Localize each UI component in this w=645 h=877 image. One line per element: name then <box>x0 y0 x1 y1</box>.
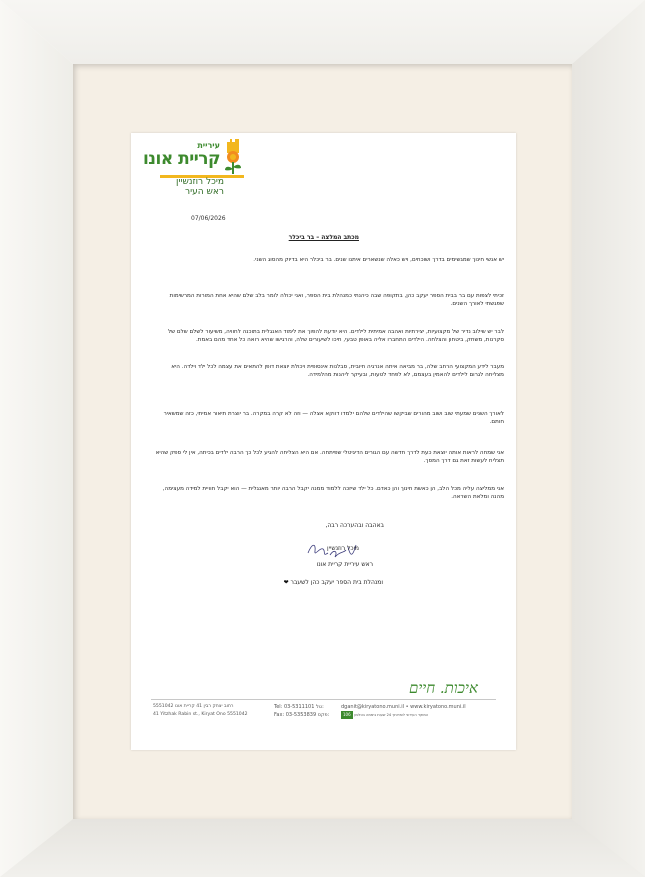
footer-contact-web <box>341 703 466 719</box>
frame-left-edge <box>0 0 73 877</box>
signer-title: ראש עיריית קריית אונו <box>316 561 373 568</box>
frame-top-edge <box>0 0 645 64</box>
frame-right-edge <box>572 0 645 877</box>
letter-paragraph: אני ממליצה עליה מכל הלב, הן כאשת חינוך והן כאדם. כל ילד שיזכה ללמוד ממנה יקבל הרבה יותר מאנגלית — הוא יקבל חוויית למידה מעצימה, מהנה ומלאת השראה. <box>162 486 504 501</box>
footer-fax-label: פקס: <box>317 712 330 718</box>
footer-address <box>153 703 248 719</box>
footer-fax-line <box>274 711 329 719</box>
footer-divider <box>151 699 496 700</box>
footer-fax: Fax: 03-5353839 <box>274 712 317 718</box>
letterhead-mayor-title: ראש העיר <box>185 187 224 197</box>
footer-address-en: 41 Yitzhak Rabin st., Kiryat Ono 5551042 <box>153 712 248 717</box>
frame-bottom-edge <box>0 819 645 877</box>
footer-hotline-line <box>341 711 466 719</box>
footer-website[interactable]: www.kiryatono.muni.il <box>410 704 466 710</box>
footer-slogan: איכות. חיים <box>409 679 478 697</box>
signer-note-text: ומנהלת בית הספר יעקב כהן לשעבר <box>290 579 383 586</box>
letter-paragraph: יש אנשי חינוך שמגשימים בדרך ושוכחים, ויש כאלה שנשארים איתנו שנים. בר ביכלר היא בדיוק מהסוג השני. <box>253 257 504 263</box>
letter-footer <box>131 679 516 729</box>
footer-phones <box>274 703 329 719</box>
footer-tel-label: טל: <box>315 704 324 710</box>
footer-address-he: רחוב יצחק רבין 41 קריית אונו 5551042 <box>153 704 234 709</box>
letter-subject: מכתב המלצה – בר ביכלר <box>288 234 359 241</box>
footer-recognition: המוקד העירוני לשירותך 24 שעות ביממה בטלפון <box>354 713 429 717</box>
signer-note <box>284 579 383 586</box>
signer-name: מיכל רוזנשיין <box>327 545 359 552</box>
footer-email-line: dganit@kiryatono.muni.il • www.kiryatono.muni.il <box>341 704 466 710</box>
hotline-badge: 106 <box>343 712 351 717</box>
letter-date: 07/06/2026 <box>191 215 226 222</box>
logo-small-title: עיריית <box>197 141 220 150</box>
footer-tel-line <box>274 703 329 711</box>
logo-main-title: קריית אונו <box>142 149 220 169</box>
letter-paragraph: לאורך השנים שמעתי שוב ושוב מהורים שביקשו שהילדים שלהם ילמדו דווקא אצלה — וזה לא קרה במקרה. בר יוצרת תיאור אמיתי, כזה שמשאיר חותם. <box>163 411 504 426</box>
letter-paragraph: זכיתי לצפות עם בר בבית הספר יעקב כהן, בתקופה שבה כיהנתי כמנהלת בית הספר, ואני יכולה לומר בלב שלם שהיא אחת המורות המרשימות שפגשתי לאורך השנים. <box>169 293 504 308</box>
letter-paragraph: אני שמחה לראות אותה יוצאת כעת לדרך חדשה עם הגורים הדיגיטלי שפיתחה. אם היא הצליחה להגיע לכל כך הרבה ילדים בכיתה, אין לי ספק שהיא תצליח לעשות זאת גם דרך המסך. <box>155 450 504 465</box>
letter-page <box>131 133 516 750</box>
footer-tel: Tel: 03-5311101 <box>274 704 315 710</box>
letterhead-mayor-name: מיכל רוזנשיין <box>176 177 224 187</box>
letter-closing: באהבה ובהערכה רבה, <box>325 522 384 529</box>
footer-email[interactable]: dganit@kiryatono.muni.il <box>341 704 405 710</box>
letter-paragraph: מעבר לידע המקצועי הרחב שלה, בר מביאה איתה אנרגיה חיובית, סבלנות אינסופית ויכולת יוצאת דופן להתאים את עצמה לכל ילד וילדה. היא מצליחה לגרום לילדים להאמין בעצמם, לא לפחד לטעות, ובעיקר ליהנות מהלמידה. <box>171 364 504 379</box>
heart-icon: ❤ <box>283 579 289 586</box>
letter-paragraph: לבר יש שילוב נדיר של מקצועיות, יצירתיות ואהבה אמיתית לילדים. היא יודעת להפוך את לימוד האנגלית בתוכנה לחוויה, משיעור לשלם שלם של סקרנות, משחק, ביטחון והצלחה. הילדים התחברו אליה באופן טבעי, חיכו לשיעורים שלה, והרגישו שהיא רואה כל אחד מהם באמת. <box>167 329 504 344</box>
city-emblem-icon <box>222 139 244 177</box>
